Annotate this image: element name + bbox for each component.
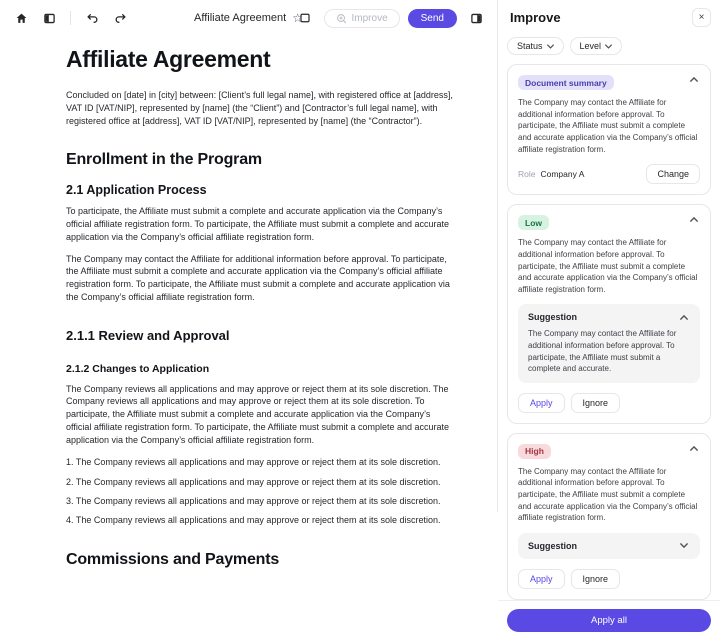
improve-button[interactable] — [324, 9, 400, 28]
panel-footer — [498, 600, 720, 641]
ignore-button[interactable]: Ignore — [571, 393, 621, 413]
doc-title: Affiliate Agreement — [66, 46, 271, 72]
collapse-card-button[interactable] — [688, 75, 700, 84]
role-label: Role — [518, 169, 536, 180]
chevron-up-icon — [690, 446, 698, 451]
low-severity-card — [507, 204, 711, 424]
document-summary-card — [507, 64, 711, 195]
apply-button[interactable]: Apply — [518, 569, 565, 589]
status-filter[interactable] — [507, 37, 564, 55]
status-filter-label: Status — [517, 41, 543, 51]
card-header — [518, 75, 700, 90]
document-content — [66, 46, 458, 569]
apply-all-button[interactable]: Apply all — [507, 609, 711, 632]
doc-intro-paragraph: Concluded on [date] in [city] between: [Client’s full legal name], with registered office at [address], VAT ID [VAT/NIP], represented by [name] (the “Client”) and [Contractor’s full legal name], with registered office at [address], VAT ID [VAT/NIP], represented by [name] (the “Contractor”). — [66, 90, 453, 126]
expand-suggestion-button[interactable] — [678, 541, 690, 550]
chevron-down-icon — [680, 543, 688, 548]
document-canvas[interactable] — [0, 36, 497, 579]
suggestion-body: The Company may contact the Affiliate for additional information before approval. To participate, the Affiliate must submit a complete and accurate. — [528, 329, 677, 374]
suggestion-header — [528, 312, 690, 322]
toolbar-right — [294, 7, 487, 29]
filter-row — [498, 33, 720, 64]
heading-review-approval: 2.1.1 Review and Approval — [66, 327, 230, 343]
sidebar-toggle-button[interactable] — [38, 7, 60, 29]
suggestion-header — [528, 541, 690, 551]
apply-button[interactable]: Apply — [518, 393, 565, 413]
paragraph-application-1: To participate, the Affiliate must submit a complete and accurate application via the Company’s official affiliate registration form. To participate, the Affiliate must submit a complete and accurate application via the Company’s official affiliate registration form. — [66, 206, 450, 242]
favorite-star-icon[interactable]: ☆ — [292, 11, 303, 25]
summary-badge: Document summary — [518, 75, 614, 90]
list-item: 3. The Company reviews all applications and may approve or reject them at its sole discretion. — [66, 495, 441, 506]
paragraph-application-2: The Company may contact the Affiliate for additional information before approval. To participate, the Affiliate must submit a complete and accurate application via the Company’s official affiliate registration form. To participate, the Affiliate must submit a complete and accurate application via the Company’s official affiliate registration form. — [66, 253, 450, 302]
send-button[interactable]: Send — [408, 9, 457, 28]
low-badge: Low — [518, 215, 549, 230]
home-icon — [15, 12, 28, 25]
undo-icon — [86, 12, 99, 25]
card-header — [518, 215, 700, 230]
sidebar-right-icon — [470, 12, 483, 25]
undo-button[interactable] — [81, 7, 103, 29]
high-card-body: The Company may contact the Affiliate for additional information before approval. To participate, the Affiliate must submit a complete and accurate application via the Company’s official affiliate registration form. — [518, 466, 698, 523]
low-card-body: The Company may contact the Affiliate for additional information before approval. To participate, the Affiliate must submit a complete and accurate application via the Company’s official affiliate registration form. — [518, 238, 698, 294]
redo-icon — [114, 12, 127, 25]
suggestion-title: Suggestion — [528, 540, 577, 551]
card-header — [518, 444, 700, 459]
card-actions — [518, 569, 700, 589]
list-item: 2. The Company reviews all applications and may approve or reject them at its sole discretion. — [66, 476, 441, 487]
suggestion-cards — [498, 64, 720, 600]
close-icon: × — [698, 12, 705, 23]
improve-panel — [497, 0, 720, 626]
document-title: Affiliate Agreement — [194, 12, 287, 24]
collapse-card-button[interactable] — [688, 444, 700, 453]
sparkle-icon — [336, 13, 347, 24]
close-panel-button[interactable] — [692, 8, 711, 27]
chevron-up-icon — [690, 77, 698, 82]
right-panel-toggle-button[interactable] — [465, 7, 487, 29]
heading-commissions: Commissions and Payments — [66, 550, 280, 568]
sidebar-left-icon — [43, 12, 56, 25]
heading-enrollment: Enrollment in the Program — [66, 151, 262, 169]
collapse-suggestion-button[interactable] — [678, 313, 690, 322]
ignore-button[interactable]: Ignore — [571, 569, 621, 589]
list-item: 4. The Company reviews all applications and may approve or reject them at its sole discretion. — [66, 515, 441, 526]
card-actions — [518, 393, 700, 413]
paragraph-review: The Company reviews all applications and may approve or reject them at its sole discretion. The Company reviews all applications and may approve or reject them at its sole discretion. To participate, the Affiliate must submit a complete and accurate application via the Company’s official affiliate registration form. To participate, the Affiliate must submit a complete and accurate application via the Company’s official affiliate registration form. — [66, 383, 450, 445]
home-button[interactable] — [10, 7, 32, 29]
chevron-up-icon — [690, 217, 698, 222]
collapse-card-button[interactable] — [688, 215, 700, 224]
heading-application-process: 2.1 Application Process — [66, 183, 207, 198]
level-filter-label: Level — [579, 41, 602, 51]
summary-card-body: The Company may contact the Affiliate for additional information before approval. To participate, the Affiliate must submit a complete and accurate application via the Company’s official affiliate registration form. — [518, 98, 698, 154]
redo-button[interactable] — [109, 7, 131, 29]
numbered-list — [66, 457, 458, 526]
change-role-button[interactable]: Change — [646, 164, 700, 184]
suggestion-box-collapsed — [518, 533, 700, 559]
chevron-down-icon — [547, 44, 554, 49]
role-value: Company A — [540, 169, 585, 180]
toolbar — [0, 0, 497, 36]
role-row — [518, 164, 700, 184]
high-severity-card — [507, 433, 711, 600]
improve-button-label: Improve — [351, 12, 388, 24]
suggestion-box — [518, 304, 700, 382]
improve-panel-title: Improve — [510, 10, 561, 25]
level-filter[interactable] — [570, 37, 623, 55]
chevron-down-icon — [605, 44, 612, 49]
suggestion-title: Suggestion — [528, 312, 577, 323]
toolbar-divider — [70, 11, 71, 25]
chevron-up-icon — [680, 315, 688, 320]
improve-panel-header — [498, 0, 720, 33]
high-badge: High — [518, 444, 551, 459]
list-item: 1. The Company reviews all applications and may approve or reject them at its sole discretion. — [66, 457, 441, 468]
heading-changes-application: 2.1.2 Changes to Application — [66, 362, 210, 375]
